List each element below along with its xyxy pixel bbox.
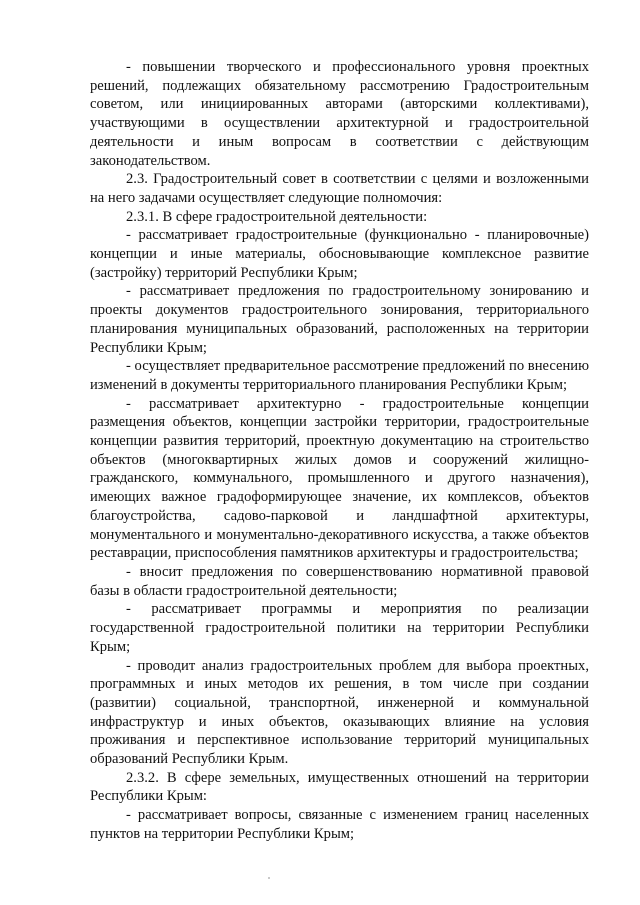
paragraph-11: 2.3.2. В сфере земельных, имущественных отношений на территории Республики Крым: <box>90 769 589 805</box>
paragraph-5: - рассматривает предложения по градостроительному зонированию и проекты документов градостроительного зонирования, территориального планирования муниципальных образований, расположенных на территории Республики Крым; <box>90 283 589 356</box>
paragraph-12: - рассматривает вопросы, связанные с изменением границ населенных пунктов на территории Республики Крым; <box>90 807 589 842</box>
paragraph-9: - рассматривает программы и мероприятия по реализации государственной градостроительной политики на территории Республики Крым; <box>90 601 589 655</box>
paragraph-7: - рассматривает архитектурно - градостроительные концепции размещения объектов, концепции застройки территории, градостроительные концепции развития территорий, проектную документацию на строительство объектов (многоквартирных жилых домов и сооружений жилищно-гражданского, коммунального, промышленного и другого назначения), имеющих важное градоформирующее значение, их комплексов, объектов благоустройства, садово-парковой и ландшафтной архитектуры, монументального и монументально-декоративного искусства, а также объектов реставрации, приспособления памятников архитектуры и градостроительства; <box>90 395 589 562</box>
paragraph-4: - рассматривает градостроительные (функционально - планировочные) концепции и иные материалы, обосновывающие комплексное развитие (застройку) территорий Республики Крым; <box>90 227 589 281</box>
paragraph-10: - проводит анализ градостроительных проблем для выбора проектных, программных и иных методов их решения, в том числе при создании (развитии) социальной, транспортной, инженерной и коммунальной инфраструктур и иных объектов, оказывающих влияние на условия проживания и перспективное использование территорий муниципальных образований Республики Крым. <box>90 657 589 768</box>
paragraph-8: - вносит предложения по совершенствованию нормативной правовой базы в области градостроительной деятельности; <box>90 563 589 599</box>
paragraph-3: 2.3.1. В сфере градостроительной деятельности: <box>126 208 428 225</box>
scan-artifact-dot <box>268 877 270 879</box>
document-page <box>90 58 589 844</box>
paragraph-1: - повышении творческого и профессионального уровня проектных решений, подлежащих обязательному рассмотрению Градостроительным советом, или инициированных авторами (авторскими коллективами), участвующими в осуществлении архитектурной и градостроительной деятельности и иным вопросам в соответствии с действующим законодательством. <box>90 59 589 169</box>
paragraph-6: - осуществляет предварительное рассмотрение предложений по внесению изменений в документы территориального планирования Республики Крым; <box>90 358 589 393</box>
paragraph-2: 2.3. Градостроительный совет в соответствии с целями и возложенными на него задачами осуществляет следующие полномочия: <box>90 171 589 206</box>
